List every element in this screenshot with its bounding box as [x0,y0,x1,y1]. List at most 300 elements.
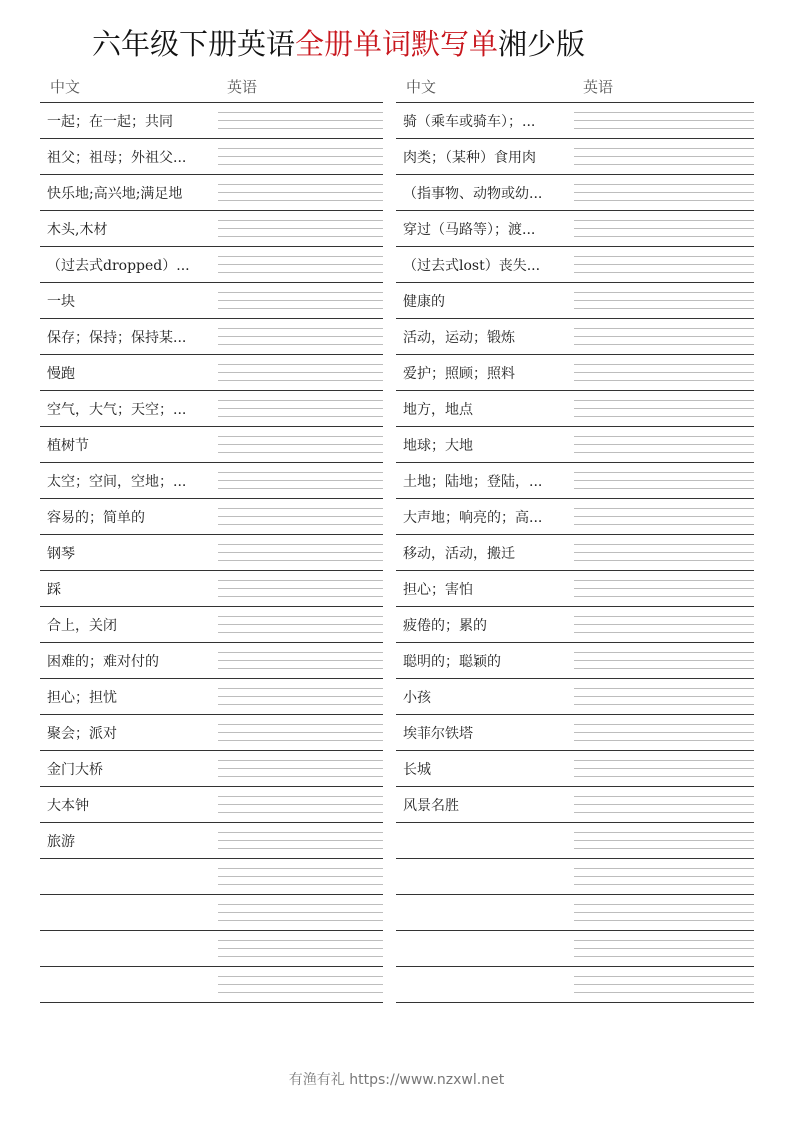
writing-line [218,920,383,921]
writing-line [218,516,383,517]
writing-line [218,472,383,473]
english-writing-lines[interactable] [574,220,754,244]
writing-line [574,308,754,309]
writing-line [574,408,754,409]
page-title [92,24,585,64]
english-writing-lines[interactable] [218,652,383,676]
word-row [40,463,383,499]
writing-line [574,256,754,257]
english-writing-lines[interactable] [218,544,383,568]
writing-line [218,732,383,733]
writing-line [218,416,383,417]
writing-line [218,616,383,617]
english-writing-lines[interactable] [218,580,383,604]
chinese-meaning: 地方，地点 [403,402,473,418]
chinese-meaning: 移动，活动，搬迁 [403,546,515,562]
writing-line [218,400,383,401]
writing-line [218,344,383,345]
english-writing-lines[interactable] [574,688,754,712]
writing-line [218,848,383,849]
writing-line [218,552,383,553]
writing-line [574,768,754,769]
writing-line [218,408,383,409]
writing-line [218,580,383,581]
chinese-meaning: 土地；陆地；登陆，... [403,474,543,490]
writing-line [218,840,383,841]
writing-line [218,652,383,653]
english-writing-lines[interactable] [218,508,383,532]
chinese-meaning: 困难的；难对付的 [47,654,159,670]
english-writing-lines[interactable] [218,292,383,316]
writing-line [218,480,383,481]
writing-line [218,112,383,113]
writing-line [218,220,383,221]
english-header: 英语 [227,78,258,96]
writing-line [574,668,754,669]
writing-line [574,740,754,741]
writing-line [574,776,754,777]
english-writing-lines[interactable] [574,724,754,748]
writing-line [218,308,383,309]
writing-line [574,580,754,581]
writing-line [218,336,383,337]
writing-line [574,920,754,921]
word-row [396,571,754,607]
english-writing-lines[interactable] [574,616,754,640]
writing-line [574,544,754,545]
writing-line [218,184,383,185]
word-row [396,283,754,319]
word-row [40,427,383,463]
english-writing-lines[interactable] [218,724,383,748]
english-writing-lines[interactable] [218,184,383,208]
writing-line [218,272,383,273]
writing-line [574,912,754,913]
word-row [396,859,754,895]
writing-line [218,300,383,301]
chinese-meaning: 埃菲尔铁塔 [403,726,473,742]
writing-line [574,508,754,509]
left-column-header [40,70,383,103]
writing-line [218,632,383,633]
writing-line [218,228,383,229]
writing-line [574,832,754,833]
writing-line [574,724,754,725]
chinese-meaning: 小孩 [403,690,431,706]
writing-line [218,380,383,381]
word-row [40,607,383,643]
writing-line [574,940,754,941]
writing-line [574,976,754,977]
chinese-meaning: （过去式lost）丧失... [403,258,541,274]
writing-line [574,560,754,561]
english-writing-lines[interactable] [218,904,383,928]
writing-line [574,264,754,265]
right-rows [396,103,754,1003]
writing-line [218,804,383,805]
writing-line [574,128,754,129]
writing-line [574,364,754,365]
word-row [40,787,383,823]
word-row [40,895,383,931]
writing-line [218,724,383,725]
chinese-meaning: 肉类；（某种）食用肉 [403,150,536,166]
writing-line [218,768,383,769]
word-row [396,823,754,859]
writing-line [574,524,754,525]
writing-line [218,364,383,365]
english-writing-lines[interactable] [574,580,754,604]
writing-line [218,760,383,761]
writing-line [218,452,383,453]
writing-line [218,292,383,293]
writing-line [574,596,754,597]
writing-line [218,984,383,985]
writing-line [574,660,754,661]
chinese-meaning: 地球；大地 [403,438,473,454]
writing-line [574,704,754,705]
word-row [40,715,383,751]
english-writing-lines[interactable] [574,148,754,172]
chinese-meaning: 一起；在一起；共同 [47,114,173,130]
english-writing-lines[interactable] [574,292,754,316]
writing-line [574,228,754,229]
writing-line [218,624,383,625]
writing-line [218,668,383,669]
writing-line [574,220,754,221]
writing-line [218,812,383,813]
english-writing-lines[interactable] [218,760,383,784]
writing-line [574,632,754,633]
title-part-edition: 湘少版 [498,27,586,61]
english-writing-lines[interactable] [574,400,754,424]
chinese-meaning: 爱护；照顾；照料 [403,366,515,382]
writing-line [574,452,754,453]
footer-watermark: 有渔有礼 https://www.nzxwl.net [288,1072,505,1088]
writing-line [218,868,383,869]
chinese-meaning: 大声地；响亮的；高... [403,510,543,526]
writing-line [218,328,383,329]
writing-line [218,436,383,437]
writing-line [574,292,754,293]
word-row [396,319,754,355]
writing-line [218,256,383,257]
chinese-meaning: 保存；保持；保持某... [47,330,187,346]
writing-line [574,868,754,869]
chinese-meaning: 空气，大气；天空；... [47,402,187,418]
chinese-meaning: 木头,木材 [47,222,108,238]
word-row [396,751,754,787]
chinese-meaning: 慢跑 [47,366,75,382]
english-writing-lines[interactable] [574,796,754,820]
writing-line [574,416,754,417]
writing-line [218,200,383,201]
english-writing-lines[interactable] [574,940,754,964]
word-row [40,535,383,571]
english-writing-lines[interactable] [574,472,754,496]
writing-line [218,120,383,121]
word-row [396,355,754,391]
writing-line [574,400,754,401]
english-writing-lines[interactable] [218,112,383,136]
writing-line [218,444,383,445]
english-writing-lines[interactable] [218,220,383,244]
chinese-meaning: （过去式dropped）... [47,258,190,274]
english-writing-lines[interactable] [574,112,754,136]
chinese-meaning: 活动，运动；锻炼 [403,330,515,346]
writing-line [574,472,754,473]
writing-line [218,912,383,913]
writing-line [574,336,754,337]
word-row [40,823,383,859]
writing-line [574,616,754,617]
chinese-meaning: 疲倦的；累的 [403,618,487,634]
chinese-meaning: 聚会；派对 [47,726,117,742]
chinese-meaning: 健康的 [403,294,445,310]
word-row [396,895,754,931]
writing-line [218,704,383,705]
writing-line [218,488,383,489]
word-row [40,571,383,607]
writing-line [574,112,754,113]
writing-line [574,272,754,273]
english-writing-lines[interactable] [574,436,754,460]
writing-line [574,840,754,841]
left-column [40,70,383,1003]
word-row [396,391,754,427]
writing-line [574,236,754,237]
writing-line [574,480,754,481]
writing-line [574,948,754,949]
writing-line [218,832,383,833]
writing-line [574,200,754,201]
word-row [396,103,754,139]
writing-line [574,444,754,445]
writing-line [218,588,383,589]
writing-line [574,652,754,653]
chinese-meaning: 快乐地;高兴地;满足地 [47,186,183,202]
english-writing-lines[interactable] [574,868,754,892]
chinese-meaning: 太空；空间，空地；... [47,474,187,490]
writing-line [218,992,383,993]
writing-line [574,120,754,121]
writing-line [218,796,383,797]
writing-line [218,740,383,741]
word-row [40,643,383,679]
writing-line [218,156,383,157]
writing-line [574,380,754,381]
word-row [396,607,754,643]
word-row [40,679,383,715]
writing-line [574,804,754,805]
writing-line [218,164,383,165]
writing-line [218,372,383,373]
chinese-meaning: 担心；担忧 [47,690,117,706]
chinese-meaning: 大本钟 [47,798,89,814]
chinese-meaning: 一块 [47,294,75,310]
word-row [396,499,754,535]
writing-line [218,948,383,949]
english-writing-lines[interactable] [218,328,383,352]
writing-line [574,688,754,689]
english-writing-lines[interactable] [218,148,383,172]
english-writing-lines[interactable] [218,688,383,712]
writing-line [574,372,754,373]
left-rows [40,103,383,1003]
english-writing-lines[interactable] [218,868,383,892]
chinese-header: 中文 [406,78,437,96]
word-row [40,247,383,283]
english-writing-lines[interactable] [574,256,754,280]
writing-line [574,552,754,553]
word-row [396,787,754,823]
word-row [396,679,754,715]
word-row [396,175,754,211]
word-row [396,427,754,463]
english-writing-lines[interactable] [574,904,754,928]
writing-line [218,128,383,129]
writing-line [574,184,754,185]
chinese-meaning: 植树节 [47,438,89,454]
english-writing-lines[interactable] [218,940,383,964]
english-writing-lines[interactable] [574,760,754,784]
chinese-header: 中文 [50,78,81,96]
word-row [396,535,754,571]
writing-line [574,904,754,905]
word-row [40,751,383,787]
word-row [396,211,754,247]
english-writing-lines[interactable] [218,976,383,1000]
chinese-meaning: （指事物、动物或幼... [403,186,543,202]
word-row [396,967,754,1003]
writing-line [218,660,383,661]
english-writing-lines[interactable] [574,508,754,532]
chinese-meaning: 旅游 [47,834,75,850]
word-row [40,967,383,1003]
writing-line [574,992,754,993]
chinese-meaning: 担心；害怕 [403,582,473,598]
english-writing-lines[interactable] [218,256,383,280]
writing-line [218,192,383,193]
writing-line [574,884,754,885]
word-row [396,139,754,175]
writing-line [574,164,754,165]
writing-line [574,156,754,157]
writing-line [574,760,754,761]
word-row [40,175,383,211]
right-column-header [396,70,754,103]
english-writing-lines[interactable] [218,364,383,388]
chinese-meaning: 长城 [403,762,431,778]
writing-line [574,588,754,589]
english-writing-lines[interactable] [574,652,754,676]
word-row [40,931,383,967]
writing-line [218,148,383,149]
english-writing-lines[interactable] [574,544,754,568]
english-writing-lines[interactable] [218,436,383,460]
chinese-meaning: 踩 [47,582,61,598]
word-row [40,211,383,247]
writing-line [574,488,754,489]
writing-line [574,624,754,625]
title-part-grade: 六年级下册英语 [92,27,296,61]
writing-line [574,812,754,813]
writing-line [218,976,383,977]
writing-line [574,732,754,733]
writing-line [218,688,383,689]
writing-line [218,524,383,525]
writing-line [218,544,383,545]
english-writing-lines[interactable] [574,976,754,1000]
word-row [396,247,754,283]
english-writing-lines[interactable] [218,796,383,820]
english-writing-lines[interactable] [574,364,754,388]
english-header: 英语 [583,78,614,96]
english-writing-lines[interactable] [218,832,383,856]
right-column [396,70,754,1003]
writing-line [574,192,754,193]
writing-line [218,560,383,561]
writing-line [218,596,383,597]
english-writing-lines[interactable] [218,400,383,424]
word-row [396,931,754,967]
english-writing-lines[interactable] [574,328,754,352]
writing-line [574,436,754,437]
word-row [396,463,754,499]
word-row [40,391,383,427]
chinese-meaning: 容易的；简单的 [47,510,145,526]
chinese-meaning: 合上，关闭 [47,618,117,634]
writing-line [574,300,754,301]
writing-line [218,264,383,265]
writing-line [574,696,754,697]
writing-line [574,148,754,149]
writing-line [218,508,383,509]
writing-line [218,904,383,905]
chinese-meaning: 风景名胜 [403,798,459,814]
word-row [40,499,383,535]
writing-line [574,984,754,985]
word-row [40,103,383,139]
word-row [40,859,383,895]
writing-line [574,796,754,797]
writing-line [574,328,754,329]
word-row [40,283,383,319]
word-row [40,355,383,391]
writing-line [218,956,383,957]
writing-line [574,956,754,957]
writing-line [218,884,383,885]
writing-line [218,236,383,237]
english-writing-lines[interactable] [218,472,383,496]
writing-line [574,848,754,849]
writing-line [574,516,754,517]
english-writing-lines[interactable] [574,184,754,208]
chinese-meaning: 钢琴 [47,546,75,562]
english-writing-lines[interactable] [218,616,383,640]
chinese-meaning: 金门大桥 [47,762,103,778]
english-writing-lines[interactable] [574,832,754,856]
chinese-meaning: 穿过（马路等）；渡... [403,222,536,238]
writing-line [218,696,383,697]
word-row [40,319,383,355]
chinese-meaning: 骑（乘车或骑车）；... [403,114,536,130]
word-row [40,139,383,175]
word-row [396,643,754,679]
writing-line [218,876,383,877]
chinese-meaning: 祖父；祖母；外祖父... [47,150,187,166]
chinese-meaning: 聪明的；聪颖的 [403,654,501,670]
